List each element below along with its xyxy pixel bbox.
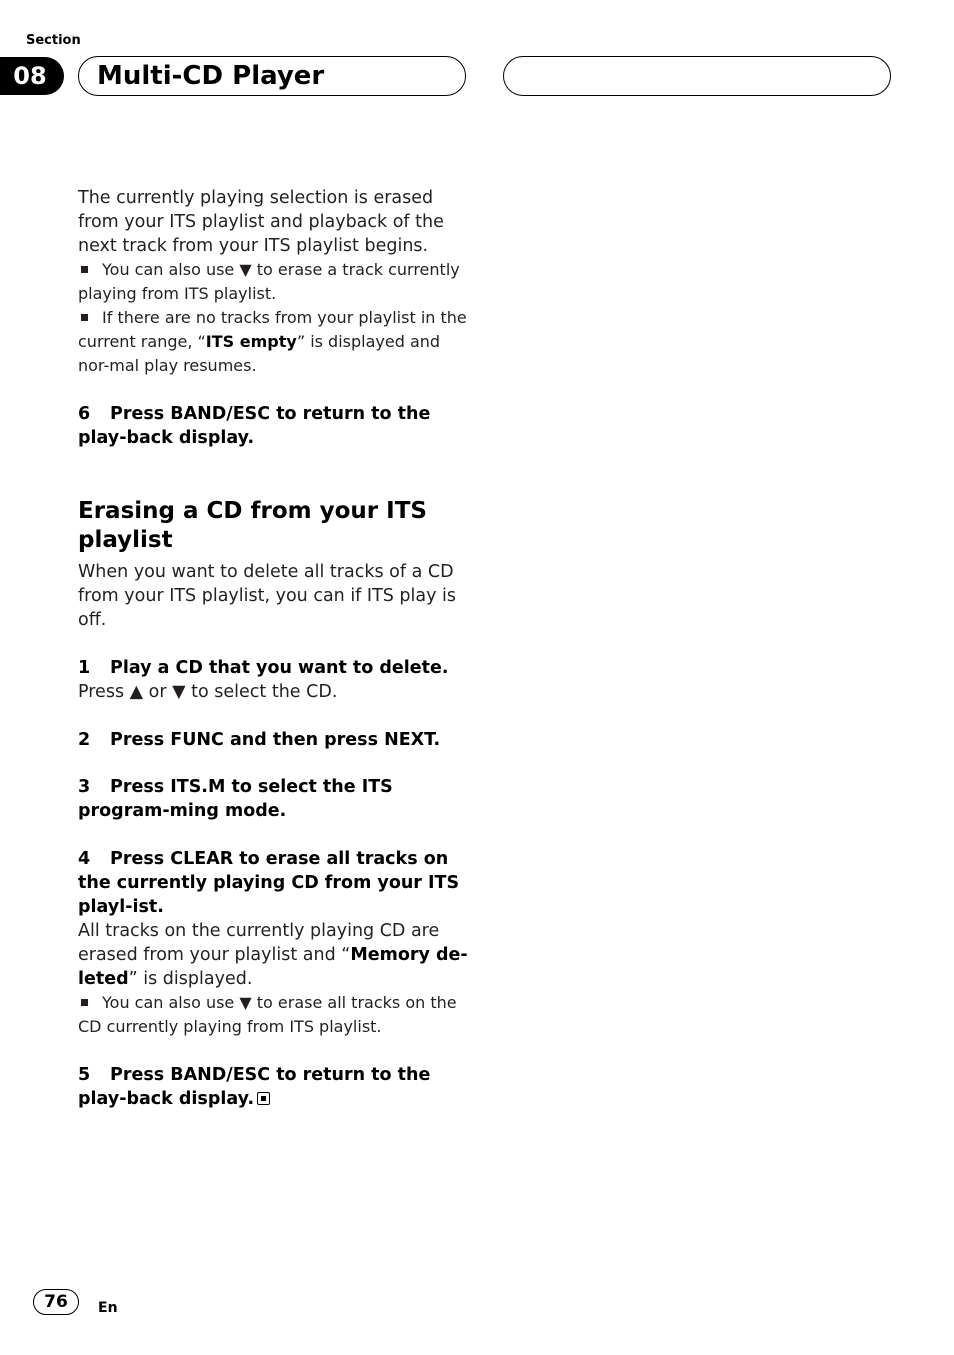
intro-paragraph: The currently playing selection is erased from your ITS playlist and playback of the next track from your ITS playlist begins.: [78, 188, 444, 256]
section-label: Section: [26, 33, 81, 48]
note-erase-all: You can also use ▼ to erase all tracks on the CD currently playing from ITS playlist.: [78, 993, 457, 1036]
page-title: Multi-CD Player: [78, 56, 466, 96]
bullet-square-icon: [81, 266, 88, 273]
down-arrow-icon: ▼: [239, 260, 252, 279]
step-3: 3 Press ITS.M to select the ITS program-ming mode.: [78, 777, 393, 821]
step-1: 1 Play a CD that you want to delete.: [78, 658, 449, 678]
step-4: 4 Press CLEAR to erase all tracks on the currently playing CD from your ITS playl-ist.: [78, 849, 460, 917]
bullet-square-icon: [81, 314, 88, 321]
step-4-body: All tracks on the currently playing CD are erased from your playlist and “Memory de-leted” is displayed.: [78, 921, 468, 989]
note-its-empty: If there are no tracks from your playlist in the current range, “ITS empty” is displayed and nor-mal play resumes.: [78, 308, 467, 375]
note-erase-track: You can also use ▼ to erase a track currently playing from ITS playlist.: [78, 260, 460, 303]
section-heading: Erasing a CD from your ITS playlist: [78, 498, 427, 553]
page-number: 76: [33, 1289, 79, 1315]
section-number-tab: 08: [0, 57, 64, 95]
step-2: 2 Press FUNC and then press NEXT.: [78, 730, 441, 750]
end-mark-icon: [257, 1092, 270, 1105]
bullet-square-icon: [81, 999, 88, 1006]
main-column: [78, 186, 468, 1111]
step-6: 6 Press BAND/ESC to return to the play-back display.: [78, 404, 431, 448]
up-arrow-icon: ▲: [129, 682, 144, 702]
heading-intro: When you want to delete all tracks of a CD from your ITS playlist, you can if ITS play is off.: [78, 562, 457, 630]
step-5: 5 Press BAND/ESC to return to the play-back display.: [78, 1065, 431, 1109]
header-right-box: [503, 56, 891, 96]
language-label: En: [98, 1300, 118, 1316]
down-arrow-icon: ▼: [239, 993, 252, 1012]
step-1-body: Press ▲ or ▼ to select the CD.: [78, 682, 338, 702]
down-arrow-icon: ▼: [172, 682, 186, 702]
